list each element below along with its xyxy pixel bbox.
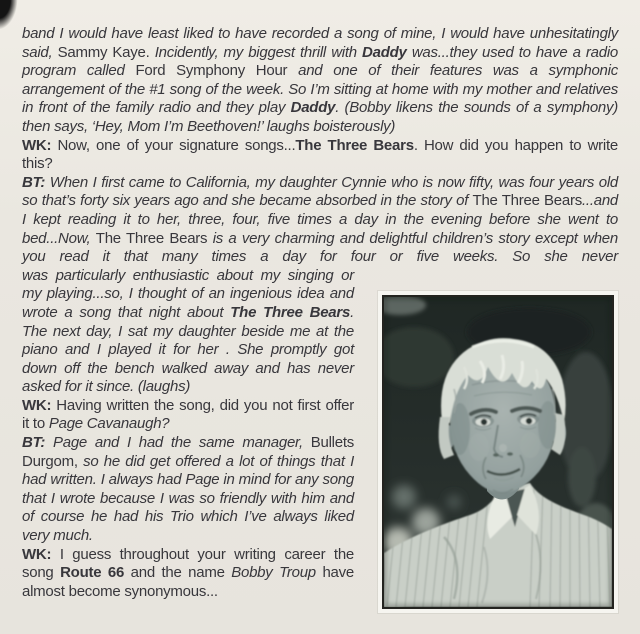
interview-text-lower bbox=[22, 267, 354, 602]
text-run: was particularly enthusiastic about my singing or my playing...so, I thought of an ingenious idea and wrote a song that night about bbox=[22, 266, 354, 321]
text-run: band I would have least liked to have recorded a song of mine, I would have unhesitatingly said, bbox=[22, 25, 618, 61]
text-run: WK: bbox=[22, 136, 58, 154]
interview-paragraph bbox=[22, 434, 354, 546]
text-run: Page and I had the same manager, bbox=[52, 434, 311, 452]
text-run: . How did you happen to write this? bbox=[22, 136, 619, 173]
scan-corner-artifact bbox=[0, 0, 18, 31]
text-run: WK: bbox=[22, 396, 57, 414]
text-run: The Three Bears bbox=[295, 136, 414, 154]
photo-frame bbox=[382, 295, 614, 609]
text-run: WK: bbox=[22, 545, 60, 563]
text-run: Bobby Troup bbox=[231, 564, 316, 582]
text-run: Daddy bbox=[290, 99, 336, 117]
text-run: When I first came to California, my daughter Cynnie who is now fifty, was four years old so that’s forty six years ago and she became absorbed in the story of bbox=[22, 173, 618, 210]
text-run: ...and I kept reading it to her, three, four, five times a day in the evening before she went to bed...Now, bbox=[22, 192, 619, 247]
text-run: BT: bbox=[22, 434, 53, 452]
portrait-photo bbox=[378, 291, 618, 613]
text-run: The Three Bears bbox=[230, 303, 351, 321]
interview-paragraph bbox=[22, 546, 354, 602]
text-run: have almost become synonymous... bbox=[22, 564, 354, 600]
interview-paragraph bbox=[22, 25, 618, 137]
interview-paragraph bbox=[22, 137, 618, 174]
text-run: is a very charming and delightful children’s story except when you read it that many times a day for four or five weeks. So she never bbox=[22, 229, 618, 266]
text-run: The Three Bears bbox=[472, 192, 582, 210]
text-run: . The next day, I sat my daughter beside me at the piano and I played it for her . She promptly got down off the bench walked away and has never asked for it since. (laughs) bbox=[22, 303, 355, 396]
lower-content-row bbox=[22, 267, 618, 613]
text-run: and the name bbox=[124, 564, 232, 582]
text-run: Route 66 bbox=[60, 564, 125, 582]
text-run: Daddy bbox=[362, 43, 407, 61]
portrait-illustration bbox=[384, 297, 612, 607]
text-run: Bullets Durgom, bbox=[22, 434, 355, 470]
interview-paragraph bbox=[22, 397, 354, 434]
text-run: and one of their features was a symphonic arrangement of the #1 song of the week. So I’m sitting at home with my mother and relatives in front of the family radio and they play bbox=[22, 62, 618, 117]
text-run: so he did get offered a lot of things that I had written. I always had Page in mind for any song that I wrote because I was so friendly with him and of course he had his Trio which I’ve always liked very much. bbox=[22, 452, 354, 545]
text-run: The Three Bears bbox=[95, 229, 213, 247]
text-run: Having written the song, did you not first offer it to bbox=[22, 396, 354, 433]
text-run: was...they used to have a radio program called bbox=[22, 43, 619, 80]
text-run: Page Cavanaugh? bbox=[48, 415, 170, 433]
text-run: Now, one of your signature songs... bbox=[57, 136, 296, 154]
text-run: Sammy Kaye. bbox=[57, 43, 155, 61]
interview-text-upper bbox=[22, 25, 618, 267]
text-run: . (Bobby likens the sounds of a symphony) then says, ‘Hey, Mom I’m Beethoven!’ laughs boisterously) bbox=[22, 99, 618, 135]
text-run: I guess throughout your writing career the song bbox=[22, 545, 355, 582]
text-run: Incidently, my biggest thrill with bbox=[154, 43, 363, 61]
text-run: BT: bbox=[22, 173, 50, 191]
text-run: Ford Symphony Hour bbox=[135, 62, 299, 80]
interview-paragraph bbox=[22, 174, 618, 267]
interview-paragraph bbox=[22, 267, 354, 397]
